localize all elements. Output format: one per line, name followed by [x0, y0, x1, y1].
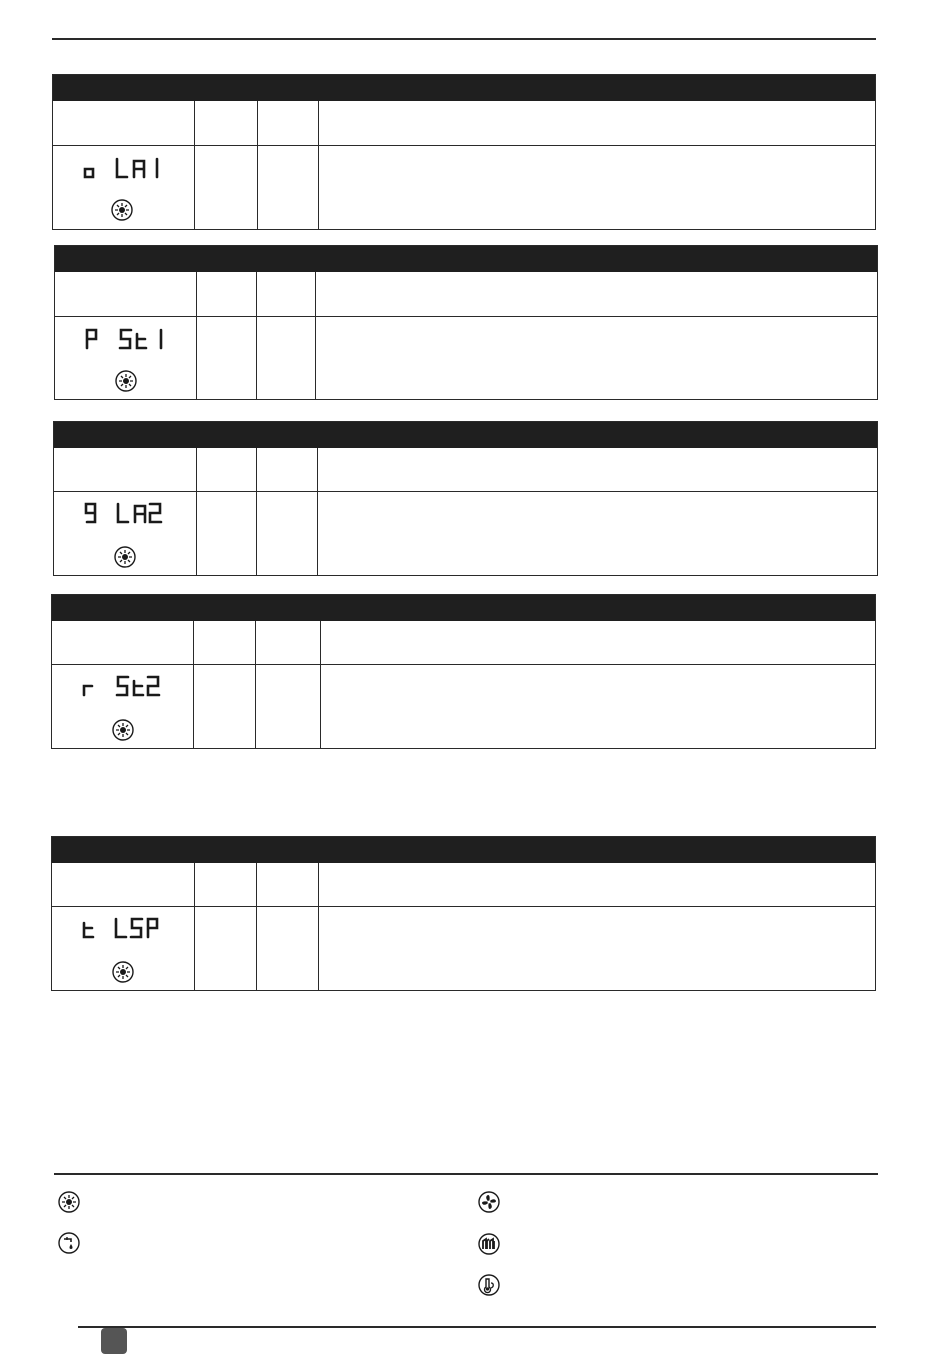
column-divider: [257, 101, 258, 229]
table-row-divider: [52, 906, 875, 907]
sun-icon: [115, 370, 137, 392]
table-header-band: [52, 595, 875, 621]
thermometer-icon: [478, 1274, 500, 1296]
top-rule: [52, 38, 876, 40]
column-divider: [196, 272, 197, 399]
sun-icon: [58, 1191, 80, 1213]
legend-tap-water: [58, 1232, 80, 1254]
table-header-band: [53, 75, 875, 101]
sun-icon: [111, 199, 133, 221]
table-header-band: [52, 837, 875, 863]
parameter-table: [51, 594, 876, 749]
column-divider: [320, 621, 321, 748]
table-row-divider: [52, 664, 875, 665]
column-divider: [193, 621, 194, 748]
seven-segment-display: [80, 498, 172, 528]
unit-icon: [478, 1233, 500, 1255]
table-row-divider: [54, 491, 877, 492]
parameter-table: [52, 74, 876, 230]
legend-sun: [58, 1191, 80, 1213]
fan-icon: [478, 1191, 500, 1213]
seven-segment-display: [81, 324, 173, 354]
column-divider: [255, 621, 256, 748]
column-divider: [194, 863, 195, 990]
legend-rule: [54, 1173, 878, 1175]
column-divider: [196, 448, 197, 575]
column-divider: [318, 101, 319, 229]
tap-water-icon: [58, 1232, 80, 1254]
seven-segment-display: [79, 153, 171, 183]
parameter-table: [54, 245, 878, 400]
column-divider: [256, 863, 257, 990]
column-divider: [317, 448, 318, 575]
sun-icon: [114, 546, 136, 568]
sun-icon: [112, 961, 134, 983]
column-divider: [318, 863, 319, 990]
column-divider: [194, 101, 195, 229]
column-divider: [256, 272, 257, 399]
column-divider: [315, 272, 316, 399]
table-header-band: [55, 246, 877, 272]
language-tab-marker: [101, 1328, 127, 1354]
legend-unit: [478, 1233, 500, 1255]
table-row-divider: [55, 316, 877, 317]
table-header-band: [54, 422, 877, 448]
seven-segment-display: [78, 671, 170, 701]
sun-icon: [112, 719, 134, 741]
bottom-rule: [78, 1326, 876, 1328]
legend-thermometer: [478, 1274, 500, 1296]
parameter-table: [51, 836, 876, 991]
seven-segment-display: [78, 913, 170, 943]
column-divider: [256, 448, 257, 575]
parameter-table: [53, 421, 878, 576]
legend-fan: [478, 1191, 500, 1213]
table-row-divider: [53, 145, 875, 146]
